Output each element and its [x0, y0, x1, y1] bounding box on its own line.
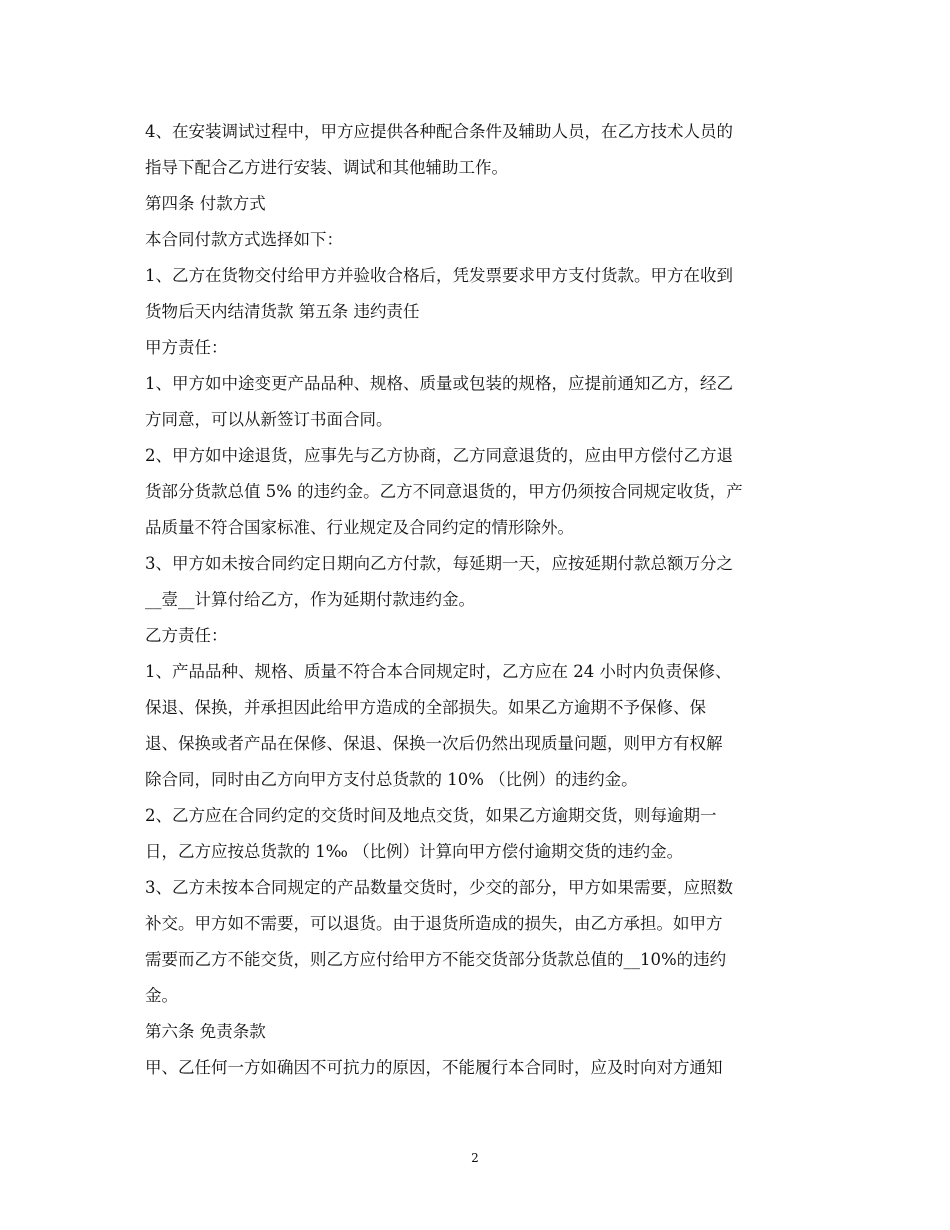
- text-line: 2、甲方如中途退货，应事先与乙方协商，乙方同意退货的，应由甲方偿付乙方退: [145, 446, 733, 465]
- text-line: 甲、乙任何一方如确因不可抗力的原因，不能履行本合同时，应及时向对方通知: [145, 1058, 723, 1077]
- subheading: 乙方责任：: [145, 626, 228, 645]
- text-line: 品质量不符合国家标准、行业规定及合同约定的情形除外。: [145, 518, 574, 537]
- text-line: 指导下配合乙方进行安装、调试和其他辅助工作。: [145, 158, 508, 177]
- page-number: 2: [471, 1151, 479, 1165]
- section-heading: 第六条 免责条款: [145, 1022, 266, 1041]
- text-line: 保退、保换，并承担因此给甲方造成的全部损失。如果乙方逾期不予保修、保: [145, 698, 706, 717]
- text-line: __壹__计算付给乙方，作为延期付款违约金。: [145, 590, 475, 609]
- text-line: 1、乙方在货物交付给甲方并验收合格后，凭发票要求甲方支付货款。甲方在收到: [145, 266, 733, 285]
- text-line: 日，乙方应按总货款的 1‰ （比例）计算向甲方偿付逾期交货的违约金。: [145, 842, 684, 861]
- text-line: 4、在安装调试过程中，甲方应提供各种配合条件及辅助人员，在乙方技术人员的: [145, 122, 733, 141]
- text-line: 本合同付款方式选择如下：: [145, 230, 343, 249]
- text-line: 3、甲方如未按合同约定日期向乙方付款，每延期一天，应按延期付款总额万分之: [145, 554, 733, 573]
- subheading: 甲方责任：: [145, 338, 228, 357]
- text-line: 除合同，同时由乙方向甲方支付总货款的 10% （比例）的违约金。: [145, 770, 638, 789]
- text-line: 需要而乙方不能交货，则乙方应付给甲方不能交货部分货款总值的__10%的违约: [145, 950, 727, 969]
- text-line: 1、产品品种、规格、质量不符合本合同规定时，乙方应在 24 小时内负责保修、: [145, 662, 732, 681]
- section-heading: 第四条 付款方式: [145, 194, 266, 213]
- text-line: 货物后天内结清货款 第五条 违约责任: [145, 302, 420, 321]
- text-line: 金。: [145, 986, 178, 1005]
- text-line: 货部分货款总值 5% 的违约金。乙方不同意退货的，甲方仍须按合同规定收货，产: [145, 482, 743, 501]
- text-line: 1、甲方如中途变更产品品种、规格、质量或包装的规格，应提前通知乙方，经乙: [145, 374, 733, 393]
- text-line: 3、乙方未按本合同规定的产品数量交货时，少交的部分，甲方如果需要，应照数: [145, 878, 733, 897]
- text-line: 补交。甲方如不需要，可以退货。由于退货所造成的损失，由乙方承担。如甲方: [145, 914, 723, 933]
- text-line: 退、保换或者产品在保修、保退、保换一次后仍然出现质量问题，则甲方有权解: [145, 734, 723, 753]
- text-line: 2、乙方应在合同约定的交货时间及地点交货，如果乙方逾期交货，则每逾期一: [145, 806, 717, 825]
- text-line: 方同意，可以从新签订书面合同。: [145, 410, 393, 429]
